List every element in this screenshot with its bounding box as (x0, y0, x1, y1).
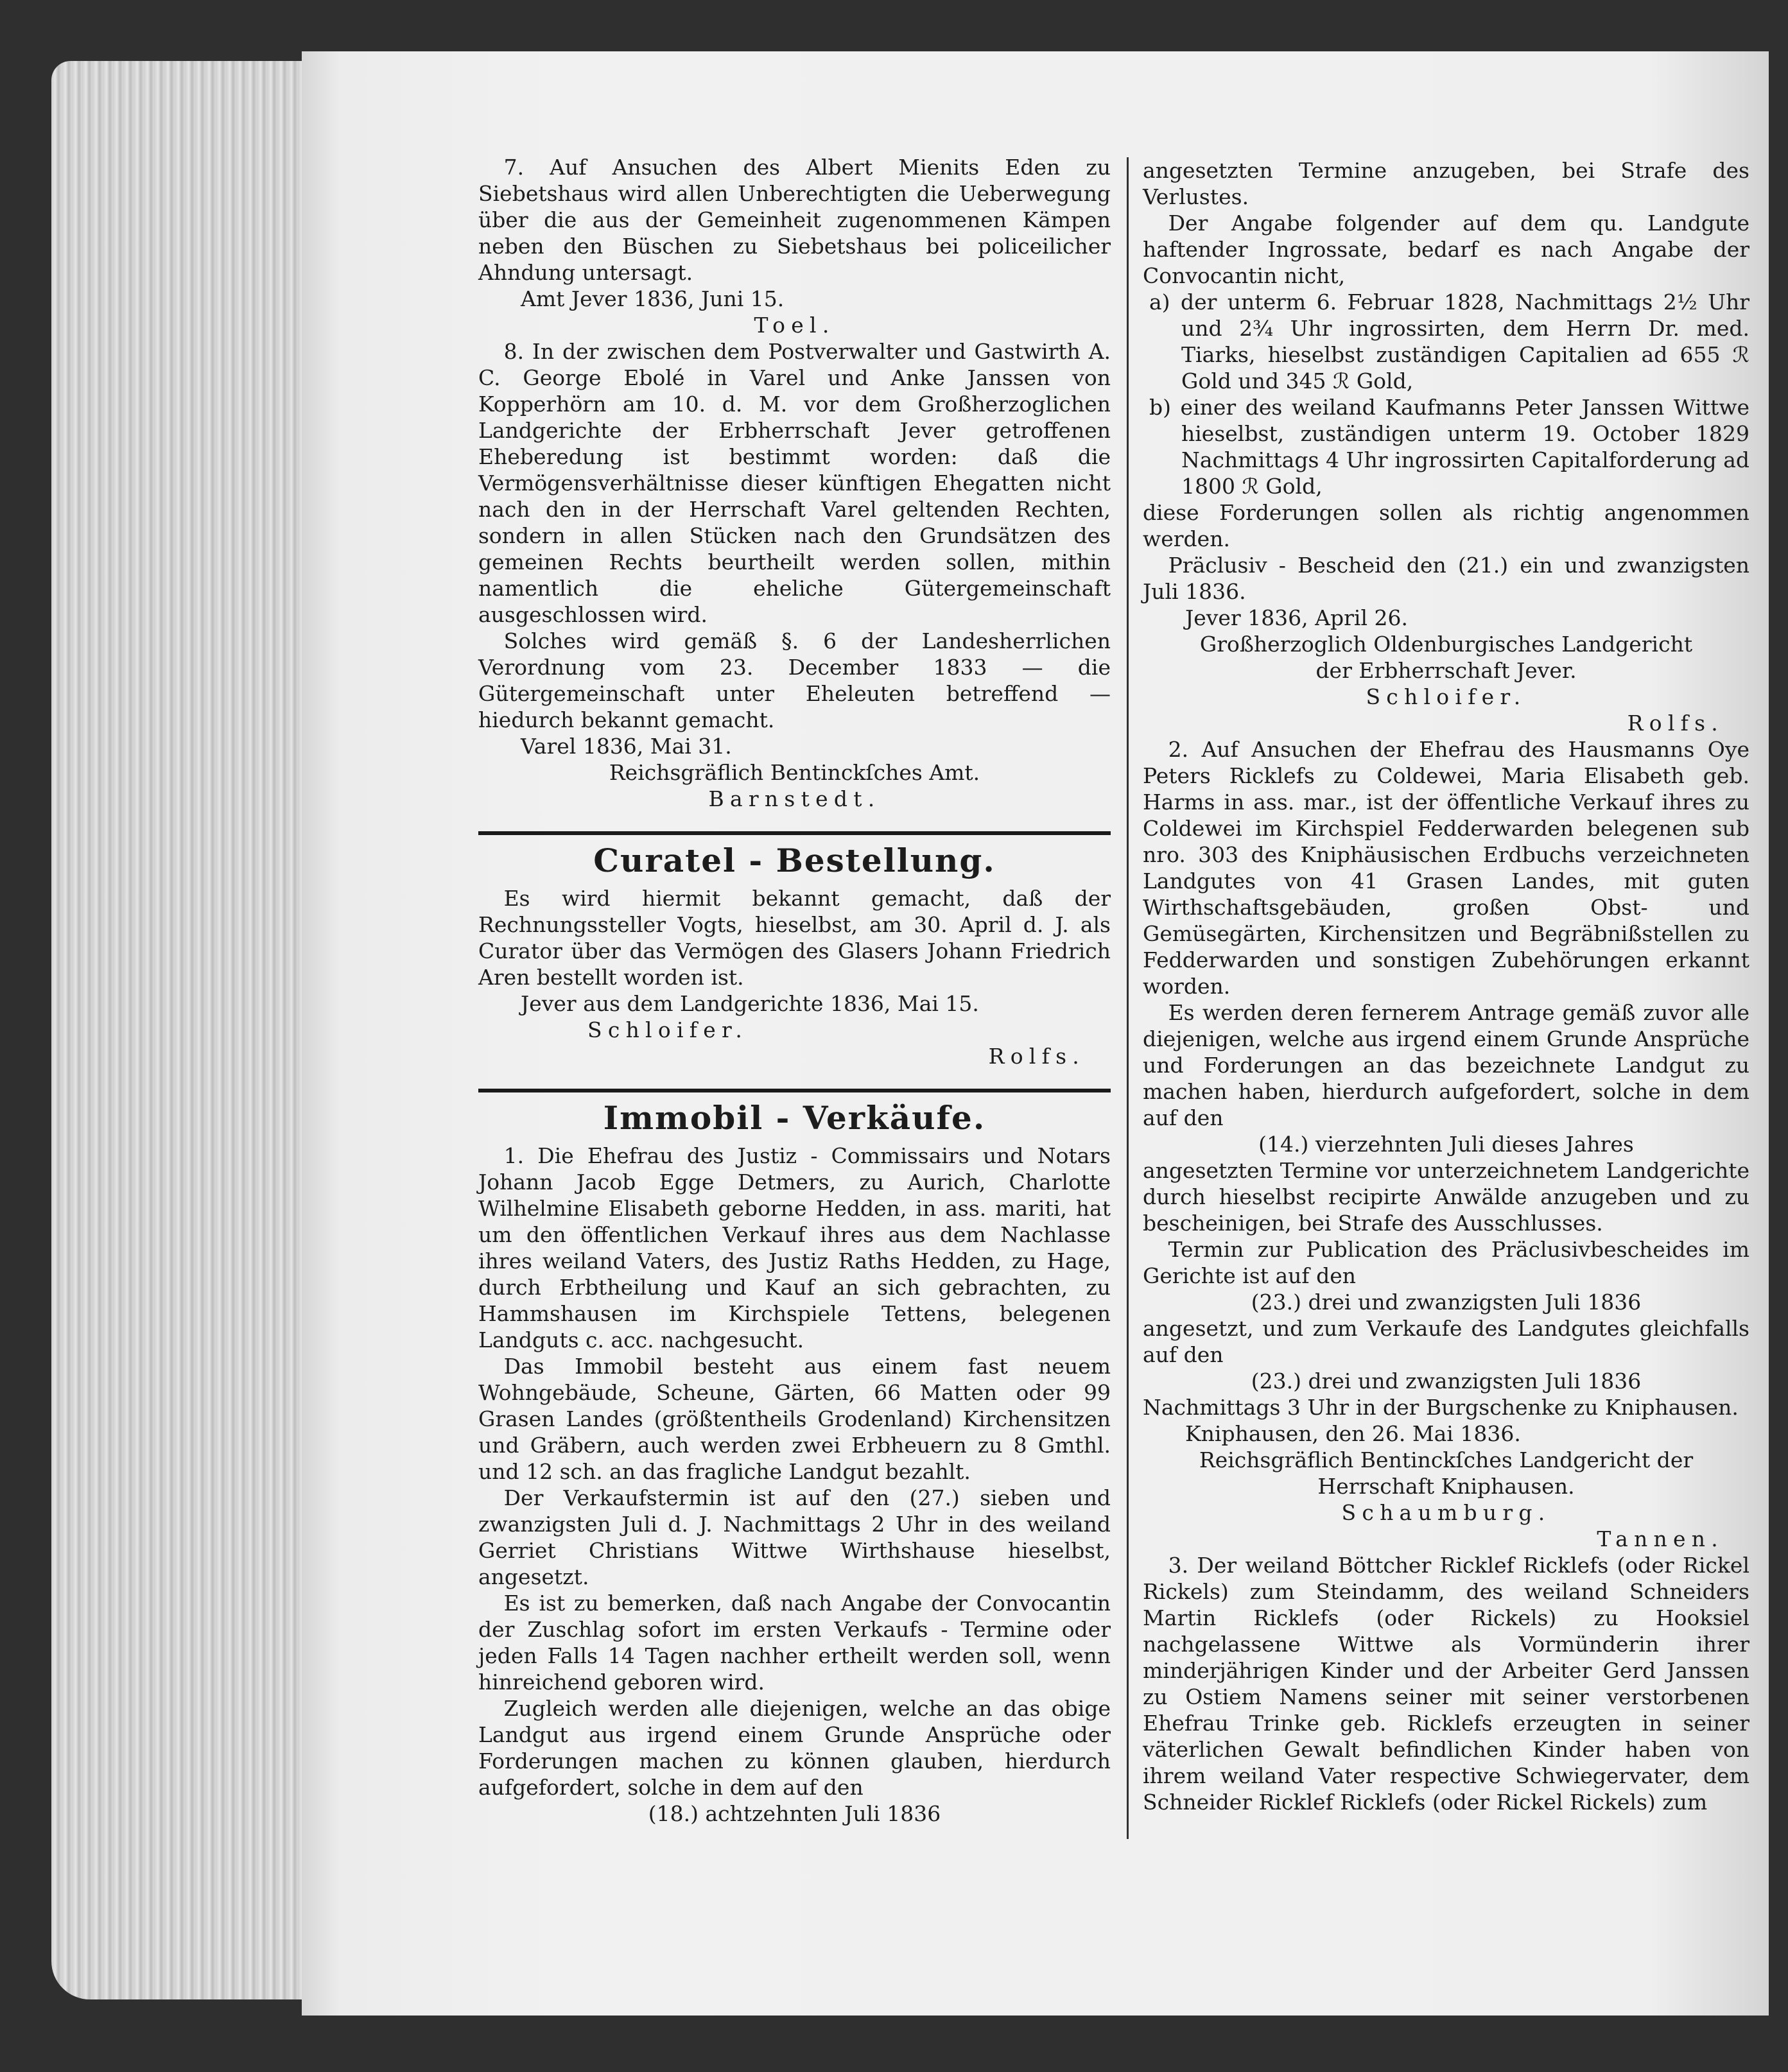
notice-3-paragraph-1: 3. Der weiland Böttcher Ricklef Ricklefs (oder Rickel Rickels) zum Steindamm, des weiland Schneiders Martin Ricklefs (oder Rickels) zu Hooksiel nachgelassene Wittwe als Vormünderin ihrer minderjährigen Kinder und der Arbeiter Gerd Janssen zu Ostiem Namens seiner mit seiner verstorbenen Ehefrau Trinke geb. Ricklefs erzeugten in seiner väterlichen Gewalt befindlichen Kinder haben von ihrem weiland Vater respective Schwiegervater, dem Schneider Ricklef Ricklefs (oder Rickel Rickels) zum (1143, 1553, 1749, 1815)
column-divider (1127, 157, 1129, 1839)
immobil-date-line: (18.) achtzehnten Juli 1836 (648, 1801, 941, 1826)
notice-2-place-date: Kniphausen, den 26. Mai 1836. (1185, 1421, 1521, 1446)
notice-2-authority-1: Reichsgräflich Bentinckſches Landgericht der (1199, 1447, 1694, 1472)
notice-2-signature-1: Schaumburg. (1341, 1500, 1551, 1525)
notice-2-paragraph-7: angesetzt, und zum Verkaufe des Landgutes gleichfalls auf den (1143, 1316, 1749, 1367)
curatel-signature-1: Schloifer. (587, 1017, 749, 1042)
notice-2-paragraph-1: 2. Auf Ansuchen der Ehefrau des Hausmanns Oye Peters Ricklefs zu Coldewei, Maria Elisabeth geb. Harms in ass. mar., ist der öffentliche Verkauf ihres zu Coldewei im Kirchspiel Fedderwarden belegenen sub nro. 303 des Kniphäusischen Erdbuchs verzeichneten Landgutes von 41 Grasen Landes, mit guten Wirthschaftsgebäuden, großen Obst- und Gemüsegärten, Kirchensitzen und Begräbnißstellen zu Fedderwarden und sonstigen Zubehörungen erkannt worden. (1143, 737, 1749, 999)
notice-2-signature-2: Tannen. (1597, 1526, 1724, 1551)
claim-item-b-text: einer des weiland Kaufmanns Peter Janssen Wittwe hieselbst, zuständigen unterm 19. October 1829 Nachmittags 4 Uhr ingrossirten Capitalforderung ad 1800 ℛ Gold, (1180, 395, 1749, 499)
cont-authority-2: der Erbherrschaft Jever. (1315, 658, 1577, 683)
section-heading-immobil: Immobil - Verkäufe. (603, 1099, 986, 1137)
cont-paragraph-2: Der Angabe folgender auf dem qu. Landgute haftender Ingrossate, bedarf es nach Angabe der Convocantin nicht, (1143, 211, 1749, 288)
notice-7-signature: Toel. (754, 313, 835, 338)
immobil-paragraph-3: Der Verkaufstermin ist auf den (27.) sieben und zwanzigsten Juli d. J. Nachmittags 2 Uhr in des weiland Gerriet Christians Wittwe Wirthshause hieselbst, angesetzt. (478, 1485, 1111, 1589)
cont-signature-1: Schloifer. (1366, 684, 1527, 709)
notice-8-signature: Barnstedt. (708, 786, 881, 811)
notice-2-date-2: (23.) drei und zwanzigsten Juli 1836 (1251, 1290, 1642, 1315)
claim-item-a-label: a) (1149, 289, 1170, 315)
curatel-signature-2: Rolfs. (988, 1044, 1085, 1069)
immobil-paragraph-2: Das Immobil besteht aus einem fast neuem Wohngebäude, Scheune, Gärten, 66 Matten oder 99 Grasen Landes (größtentheils Grodenland) Kirchensitzen und Gräbern, auch werden zwei Erbheuern zu 8 Gmthl. und 12 sch. an das fragliche Landgut bezahlt. (478, 1354, 1111, 1484)
notice-8-text: 8. In der zwischen dem Postverwalter und Gastwirth A. C. George Ebolé in Varel und Anke Janssen von Kopperhörn am 10. d. M. vor dem Großherzoglichen Landgerichte der Erbherrschaft Jever getroffenen Eheberedung ist bestimmt worden: daß die Vermögensverhältnisse dieser künftigen Ehegatten nicht nach den in der Herrschaft Varel geltenden Rechten, sondern in allen Stücken nach den Grundsätzen des gemeinen Rechts beurtheilt werden sollen, mithin namentlich die eheliche Gütergemeinschaft ausgeschlossen wird. (478, 339, 1111, 627)
section-rule (478, 831, 1111, 835)
cont-paragraph-1: angesetzten Termine anzugeben, bei Strafe des Verlustes. (1143, 158, 1749, 209)
notice-2-date-1: (14.) vierzehnten Juli dieses Jahres (1258, 1132, 1634, 1157)
right-column (1143, 157, 1749, 1815)
notice-8-place-date: Varel 1836, Mai 31. (521, 734, 732, 759)
claim-item-a (1143, 289, 1749, 394)
cont-paragraph-4: Präclusiv - Bescheid den (21.) ein und zwanzigsten Juli 1836. (1143, 553, 1749, 604)
claim-item-a-text: der unterm 6. Februar 1828, Nachmittags 2½ Uhr und 2¾ Uhr ingrossirten, dem Herrn Dr. med. Tiarks, hieselbst zuständigen Capitalien ad 655 ℛ Gold und 345 ℛ Gold, (1180, 289, 1749, 393)
book-page-edges (51, 61, 315, 1999)
immobil-paragraph-5: Zugleich werden alle diejenigen, welche an das obige Landgut aus irgend einem Grunde Ansprüche oder Forderungen machen zu können glauben, hierdurch aufgefordert, solche in dem auf den (478, 1696, 1111, 1800)
notice-8-authority: Reichsgräflich Bentinckſches Amt. (609, 760, 980, 785)
cont-paragraph-3: diese Forderungen sollen als richtig angenommen werden. (1143, 500, 1749, 551)
cont-authority-1: Großherzoglich Oldenburgisches Landgericht (1199, 632, 1693, 657)
cont-place-date: Jever 1836, April 26. (1185, 605, 1408, 630)
notice-8-text-2: Solches wird gemäß §. 6 der Landesherrlichen Verordnung vom 23. December 1833 — die Gütergemeinschaft unter Eheleuten betreffend — hiedurch bekannt gemacht. (478, 628, 1111, 732)
claim-item-b (1143, 394, 1749, 499)
curatel-text: Es wird hiermit bekannt gemacht, daß der Rechnungssteller Vogts, hieselbst, am 30. April d. J. als Curator über das Vermögen des Glasers Johann Friedrich Aren bestellt worden ist. (478, 886, 1111, 990)
notice-2-authority-2: Herrschaft Kniphausen. (1317, 1474, 1575, 1499)
claim-item-b-label: b) (1149, 395, 1171, 420)
section-heading-curatel: Curatel - Bestellung. (593, 842, 996, 879)
left-column (478, 154, 1111, 1827)
curatel-place-date: Jever aus dem Landgerichte 1836, Mai 15. (521, 991, 979, 1016)
notice-7-place-date: Amt Jever 1836, Juni 15. (521, 286, 785, 311)
notice-2-paragraph-4: angesetzten Termine vor unterzeichnetem Landgerichte durch hieselbst recipirte Anwälde anzugeben und zu bescheinigen, bei Strafe des Ausschlusses. (1143, 1158, 1749, 1236)
section-rule (478, 1089, 1111, 1092)
notice-7-text: 7. Auf Ansuchen des Albert Mienits Eden zu Siebetshaus wird allen Unberechtigten die Ueberwegung über die aus der Gemeinheit zugenommenen Kämpen neben den Büschen zu Siebetshaus bei policeilicher Ahndung untersagt. (478, 155, 1111, 285)
notice-2-paragraph-2: Es werden deren fernerem Antrage gemäß zuvor alle diejenigen, welche aus irgend einem Grunde Ansprüche und Forderungen an das bezeichnete Landgut zu machen haben, hierdurch aufgefordert, solche in dem auf den (1143, 1000, 1749, 1130)
immobil-paragraph-1: 1. Die Ehefrau des Justiz - Commissairs und Notars Johann Jacob Egge Detmers, zu Aurich, Charlotte Wilhelmine Elisabeth geborne Hedden, in ass. mariti, hat um den öffentlichen Verkauf ihres aus dem Nachlasse ihres weiland Vaters, des Justiz Raths Hedden, zu Hage, durch Erbtheilung und Kauf an sich gebrachten, zu Hammshausen im Kirchspiele Tettens, belegenen Landguts c. acc. nachgesucht. (478, 1143, 1111, 1352)
cont-signature-2: Rolfs. (1627, 711, 1724, 736)
notice-2-date-3: (23.) drei und zwanzigsten Juli 1836 (1251, 1368, 1642, 1394)
immobil-paragraph-4: Es ist zu bemerken, daß nach Angabe der Convocantin der Zuschlag sofort im ersten Verkaufs - Termine oder jeden Falls 14 Tagen nachher ertheilt werden soll, wenn hinreichend geboren wird. (478, 1591, 1111, 1695)
notice-2-paragraph-9: Nachmittags 3 Uhr in der Burgschenke zu Kniphausen. (1143, 1395, 1739, 1420)
notice-2-paragraph-5: Termin zur Publication des Präclusivbescheides im Gerichte ist auf den (1143, 1237, 1749, 1288)
